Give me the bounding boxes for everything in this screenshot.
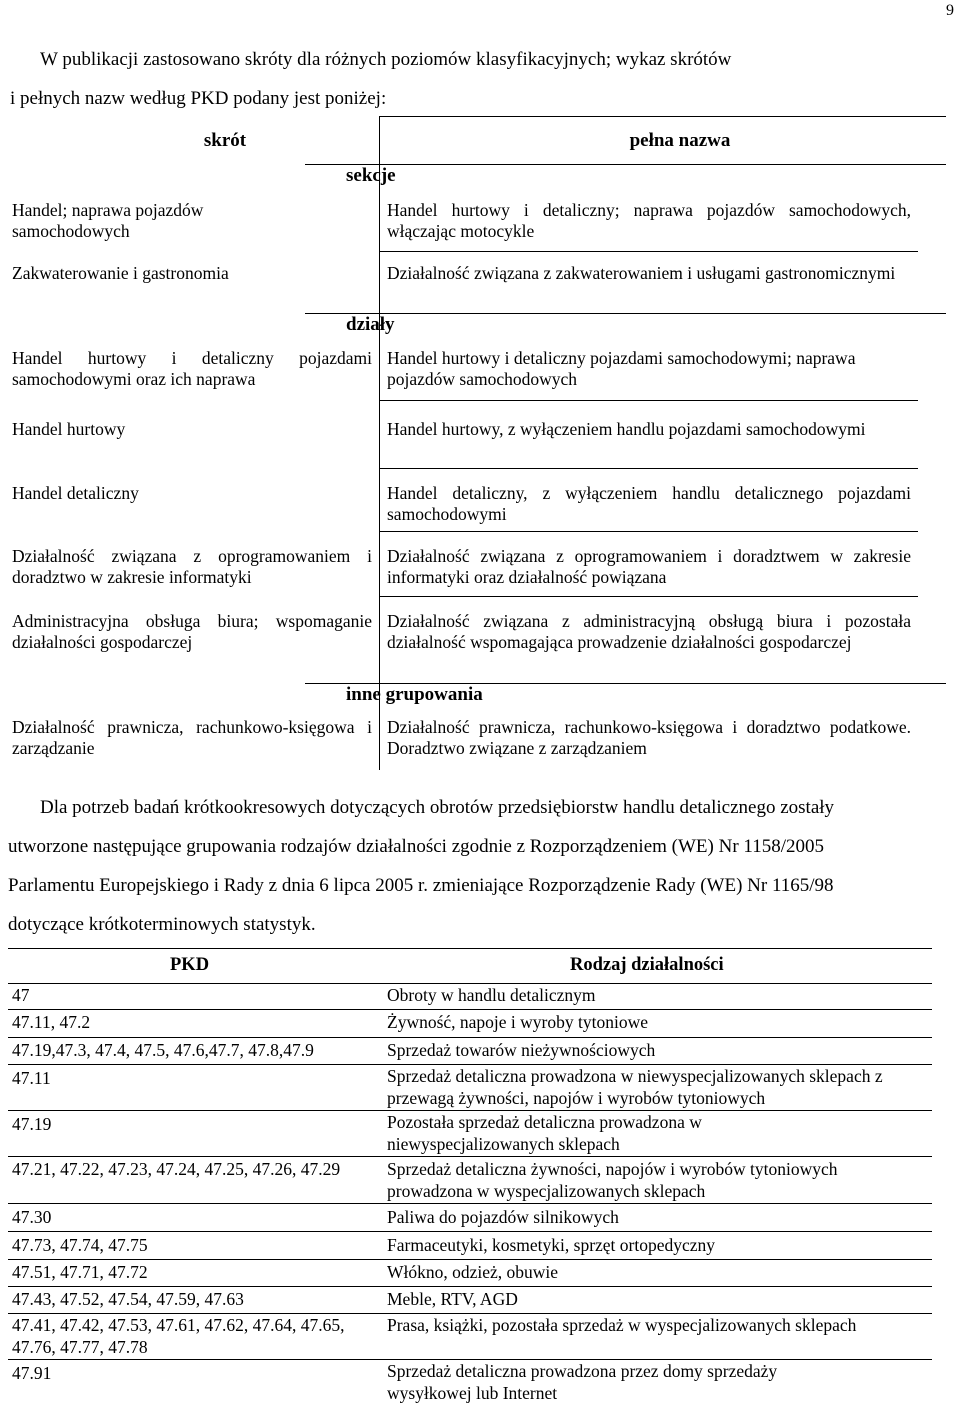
row-rule — [8, 1286, 932, 1287]
activity-description: Prasa, książki, pozostała sprzedaż w wyspecjalizowanych sklepach — [387, 1315, 857, 1335]
pkd-code: 47.30 — [12, 1207, 52, 1227]
activity-description: Farmaceutyki, kosmetyki, sprzęt ortopedyczny — [387, 1235, 716, 1255]
grouping-paragraph — [8, 788, 956, 944]
pkd-code: 47.43, 47.52, 47.54, 47.59, 47.63 — [12, 1289, 244, 1309]
row-rule — [379, 531, 918, 532]
header-pkd: PKD — [170, 955, 210, 975]
pkd-code: 47.91 — [12, 1363, 52, 1383]
full-name: Działalność prawnicza, rachunkowo-księgowa i doradztwo podatkowe. Doradztwo związane z zarządzaniem — [387, 717, 911, 758]
row-rule — [8, 1009, 932, 1010]
short-name: Handel detaliczny — [12, 483, 139, 503]
pkd-code: 47.19,47.3, 47.4, 47.5, 47.6,47.7, 47.8,47.9 — [12, 1040, 314, 1060]
pkd-code: 47.51, 47.71, 47.72 — [12, 1262, 148, 1282]
short-name: Administracyjna obsługa biura; wspomaganie działalności gospodarczej — [12, 611, 372, 652]
full-name: Handel detaliczny, z wyłączeniem handlu detalicznego pojazdami samochodowymi — [387, 483, 911, 524]
section-label-sekcje: sekcje — [346, 165, 396, 186]
row-rule — [379, 468, 918, 469]
intro-line-1: W publikacji zastosowano skróty dla różnych poziomów klasyfikacyjnych; wykaz skrótów — [40, 49, 732, 70]
short-name: Handel; naprawa pojazdów samochodowych — [12, 200, 204, 241]
pkd-code: 47.21, 47.22, 47.23, 47.24, 47.25, 47.26, 47.29 — [12, 1159, 341, 1179]
paragraph-line-2: utworzone następujące grupowania rodzajów działalności zgodnie z Rozporządzeniem (WE) Nr 1158/2005 — [8, 836, 824, 857]
short-name: Handel hurtowy i detaliczny pojazdami samochodowymi oraz ich naprawa — [12, 348, 372, 389]
row-rule — [8, 1203, 932, 1204]
header-short: skrót — [203, 130, 247, 151]
page-number: 9 — [946, 2, 954, 19]
pkd-code: 47.19 — [12, 1114, 52, 1134]
intro-paragraph — [10, 40, 910, 118]
paragraph-line-3: Parlamentu Europejskiego i Rady z dnia 6 lipca 2005 r. zmieniające Rozporządzenie Rady (WE) Nr 1165/98 — [8, 875, 834, 896]
row-rule — [379, 400, 918, 401]
full-name: Działalność związana z administracyjną obsługą biura i pozostała działalność wspomagająca prowadzenie działalności gospodarczej — [387, 611, 911, 652]
row-rule — [8, 1156, 932, 1157]
paragraph-line-4: dotyczące krótkoterminowych statystyk. — [8, 914, 316, 935]
full-name: Handel hurtowy i detaliczny; naprawa pojazdów samochodowych, włączając motocykle — [387, 200, 911, 241]
row-rule — [8, 1359, 932, 1360]
row-rule — [379, 251, 918, 252]
row-rule — [8, 1231, 932, 1232]
header-rule — [8, 983, 932, 984]
section-rule — [305, 164, 946, 165]
section-label-dzialy: działy — [346, 314, 395, 335]
row-rule — [8, 1064, 932, 1065]
table-column-divider — [379, 116, 380, 770]
pkd-code: 47.11, 47.2 — [12, 1012, 91, 1032]
short-name: Działalność związana z oprogramowaniem i doradztwo w zakresie informatyki — [12, 546, 372, 587]
activity-description: Paliwa do pojazdów silnikowych — [387, 1207, 619, 1227]
full-name: Działalność związana z zakwaterowaniem i usługami gastronomicznymi — [387, 263, 896, 283]
activity-description: Żywność, napoje i wyroby tytoniowe — [387, 1012, 648, 1032]
activity-description: Pozostała sprzedaż detaliczna prowadzona w niewyspecjalizowanych sklepach — [387, 1112, 702, 1154]
activity-description: Sprzedaż towarów nieżywnościowych — [387, 1040, 656, 1060]
row-rule — [379, 596, 918, 597]
section-label-inne: inne grupowania — [346, 684, 483, 705]
paragraph-line-1: Dla potrzeb badań krótkookresowych dotyczących obrotów przedsiębiorstw handlu detalicznego zostały — [40, 797, 835, 818]
activity-description: Obroty w handlu detalicznym — [387, 985, 596, 1005]
header-activity: Rodzaj działalności — [570, 955, 724, 975]
short-name: Handel hurtowy — [12, 419, 126, 439]
section-rule — [305, 313, 946, 314]
pkd-code: 47.41, 47.42, 47.53, 47.61, 47.62, 47.64, 47.65, 47.76, 47.77, 47.78 — [12, 1315, 345, 1357]
activity-description: Sprzedaż detaliczna żywności, napojów i wyrobów tytoniowych prowadzona w wyspecjalizowanych sklepach — [387, 1159, 838, 1201]
pkd-code: 47.11 — [12, 1068, 51, 1088]
intro-line-2: i pełnych nazw według PKD podany jest poniżej: — [10, 88, 387, 109]
full-name: Handel hurtowy, z wyłączeniem handlu pojazdami samochodowymi — [387, 419, 866, 439]
table-top-rule — [379, 116, 946, 117]
row-rule — [8, 1313, 932, 1314]
activity-description: Sprzedaż detaliczna prowadzona przez domy sprzedaży wysyłkowej lub Internet — [387, 1361, 778, 1403]
row-rule — [8, 1037, 932, 1038]
short-name: Działalność prawnicza, rachunkowo-księgowa i zarządzanie — [12, 717, 372, 758]
row-rule — [8, 1259, 932, 1260]
table-top-rule — [8, 948, 932, 949]
activity-description: Włókno, odzież, obuwie — [387, 1262, 559, 1282]
activity-description: Meble, RTV, AGD — [387, 1289, 518, 1309]
header-full: pełna nazwa — [629, 130, 731, 151]
short-name: Zakwaterowanie i gastronomia — [12, 263, 229, 283]
full-name: Handel hurtowy i detaliczny pojazdami samochodowymi; naprawa pojazdów samochodowych — [387, 348, 856, 389]
pkd-code: 47.73, 47.74, 47.75 — [12, 1235, 148, 1255]
full-name: Działalność związana z oprogramowaniem i doradztwem w zakresie informatyki oraz działalność powiązana — [387, 546, 911, 587]
activity-description: Sprzedaż detaliczna prowadzona w niewyspecjalizowanych sklepach z przewagą żywności, napojów i wyrobów tytoniowych — [387, 1066, 883, 1108]
pkd-code: 47 — [12, 985, 30, 1005]
row-rule — [8, 1110, 932, 1111]
